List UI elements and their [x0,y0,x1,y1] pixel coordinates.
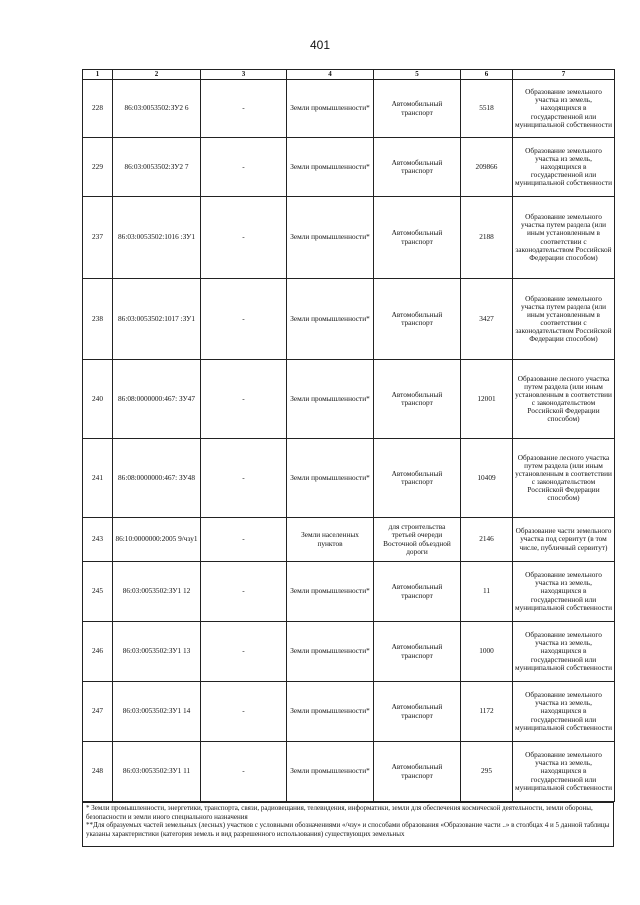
cell-num: 241 [83,439,113,518]
cell-col3: - [201,439,287,518]
col-header-3: 3 [201,70,287,80]
cell-category: Земли промышленности* [287,279,374,360]
cell-category: Земли промышленности* [287,742,374,802]
footnotes [82,802,614,847]
col-header-5: 5 [374,70,461,80]
cell-col3: - [201,360,287,439]
cell-cadastral: 86:03:0053502:1016 :ЗУ1 [113,197,201,279]
cell-use: Автомобильный транспорт [374,197,461,279]
cell-use: Автомобильный транспорт [374,80,461,138]
cell-area: 2188 [461,197,513,279]
cell-col3: - [201,197,287,279]
cell-method: Образование земельного участка из земель, находящихся в государственной или муниципальной собственности [513,80,615,138]
page-number: 401 [309,38,331,52]
cell-use: Автомобильный транспорт [374,622,461,682]
cell-num: 245 [83,562,113,622]
cell-category: Земли промышленности* [287,360,374,439]
cell-use: Автомобильный транспорт [374,360,461,439]
cell-area: 2146 [461,518,513,562]
cell-cadastral: 86:03:0053502:ЗУ1 12 [113,562,201,622]
footnote-land-parts: **Для образуемых частей земельных (лесных) участков с условными обозначениями «/чзу» и способами образования «Образование части ..» в столбцах 4 и 5 данной таблицы указаны характеристики (категория земель и вид разрешенного использования) существующих земельных [86,821,610,838]
cell-num: 237 [83,197,113,279]
cell-cadastral: 86:03:0053502:ЗУ2 6 [113,80,201,138]
cell-col3: - [201,80,287,138]
cell-area: 10409 [461,439,513,518]
cell-use: Автомобильный транспорт [374,682,461,742]
cell-num: 238 [83,279,113,360]
cell-area: 1172 [461,682,513,742]
cell-method: Образование земельного участка путем раздела (или иным установленным в соответствии с законодательством Российской Федерации способом) [513,279,615,360]
cell-col3: - [201,518,287,562]
cell-num: 229 [83,138,113,197]
cell-cadastral: 86:10:0000000:2005 9/чзу1 [113,518,201,562]
cell-use: Автомобильный транспорт [374,279,461,360]
cell-category: Земли промышленности* [287,682,374,742]
cell-area: 1000 [461,622,513,682]
cell-col3: - [201,279,287,360]
cell-category: Земли промышленности* [287,80,374,138]
cell-num: 247 [83,682,113,742]
cell-area: 12001 [461,360,513,439]
land-plots-table [82,69,615,802]
cell-method: Образование земельного участка из земель, находящихся в государственной или муниципальной собственности [513,622,615,682]
cell-use: Автомобильный транспорт [374,562,461,622]
cell-category: Земли промышленности* [287,197,374,279]
cell-num: 228 [83,80,113,138]
cell-cadastral: 86:03:0053502:ЗУ1 11 [113,742,201,802]
cell-cadastral: 86:03:0053502:ЗУ1 14 [113,682,201,742]
cell-method: Образование земельного участка путем раздела (или иным установленным в соответствии с законодательством Российской Федерации способом) [513,197,615,279]
cell-cadastral: 86:08:0000000:467: ЗУ47 [113,360,201,439]
col-header-1: 1 [83,70,113,80]
cell-area: 3427 [461,279,513,360]
cell-method: Образование части земельного участка под сервитут (в том числе, публичный сервитут) [513,518,615,562]
cell-col3: - [201,742,287,802]
cell-num: 248 [83,742,113,802]
col-header-2: 2 [113,70,201,80]
table-row [83,197,615,279]
table-row [83,439,615,518]
cell-num: 243 [83,518,113,562]
cell-category: Земли промышленности* [287,138,374,197]
cell-col3: - [201,622,287,682]
cell-use: Автомобильный транспорт [374,439,461,518]
cell-category: Земли промышленности* [287,439,374,518]
cell-method: Образование земельного участка из земель, находящихся в государственной или муниципальной собственности [513,138,615,197]
cell-area: 209866 [461,138,513,197]
table-row [83,622,615,682]
table-row [83,360,615,439]
cell-category: Земли промышленности* [287,622,374,682]
cell-area: 11 [461,562,513,622]
col-header-4: 4 [287,70,374,80]
col-header-6: 6 [461,70,513,80]
cell-method: Образование земельного участка из земель, находящихся в государственной или муниципальной собственности [513,682,615,742]
cell-col3: - [201,682,287,742]
col-header-7: 7 [513,70,615,80]
cell-cadastral: 86:03:0053502:ЗУ1 13 [113,622,201,682]
cell-area: 5518 [461,80,513,138]
cell-area: 295 [461,742,513,802]
cell-col3: - [201,138,287,197]
table-row [83,80,615,138]
table-row [83,138,615,197]
cell-category: Земли населенных пунктов [287,518,374,562]
cell-cadastral: 86:08:0000000:467: ЗУ48 [113,439,201,518]
cell-cadastral: 86:03:0053502:1017 :ЗУ1 [113,279,201,360]
cell-category: Земли промышленности* [287,562,374,622]
table-row [83,742,615,802]
cell-method: Образование лесного участка путем раздела (или иным установленным в соответствии с законодательством Российской Федерации способом) [513,360,615,439]
cell-method: Образование земельного участка из земель, находящихся в государственной или муниципальной собственности [513,742,615,802]
cell-num: 240 [83,360,113,439]
table-row [83,279,615,360]
cell-cadastral: 86:03:0053502:ЗУ2 7 [113,138,201,197]
cell-num: 246 [83,622,113,682]
table-row [83,518,615,562]
cell-use: для строительства третьей очереди Восточной объездной дороги [374,518,461,562]
cell-col3: - [201,562,287,622]
cell-use: Автомобильный транспорт [374,742,461,802]
table-row [83,562,615,622]
table-row [83,682,615,742]
cell-method: Образование лесного участка путем раздела (или иным установленным в соответствии с законодательством Российской Федерации способом) [513,439,615,518]
footnote-land-category: * Земли промышленности, энергетики, транспорта, связи, радиовещания, телевидения, информатики, земли для обеспечения космической деятельности, земли обороны, безопасности и земли иного специального назначения [86,804,593,821]
cell-use: Автомобильный транспорт [374,138,461,197]
table-header-row [83,70,615,80]
cell-method: Образование земельного участка из земель, находящихся в государственной или муниципальной собственности [513,562,615,622]
